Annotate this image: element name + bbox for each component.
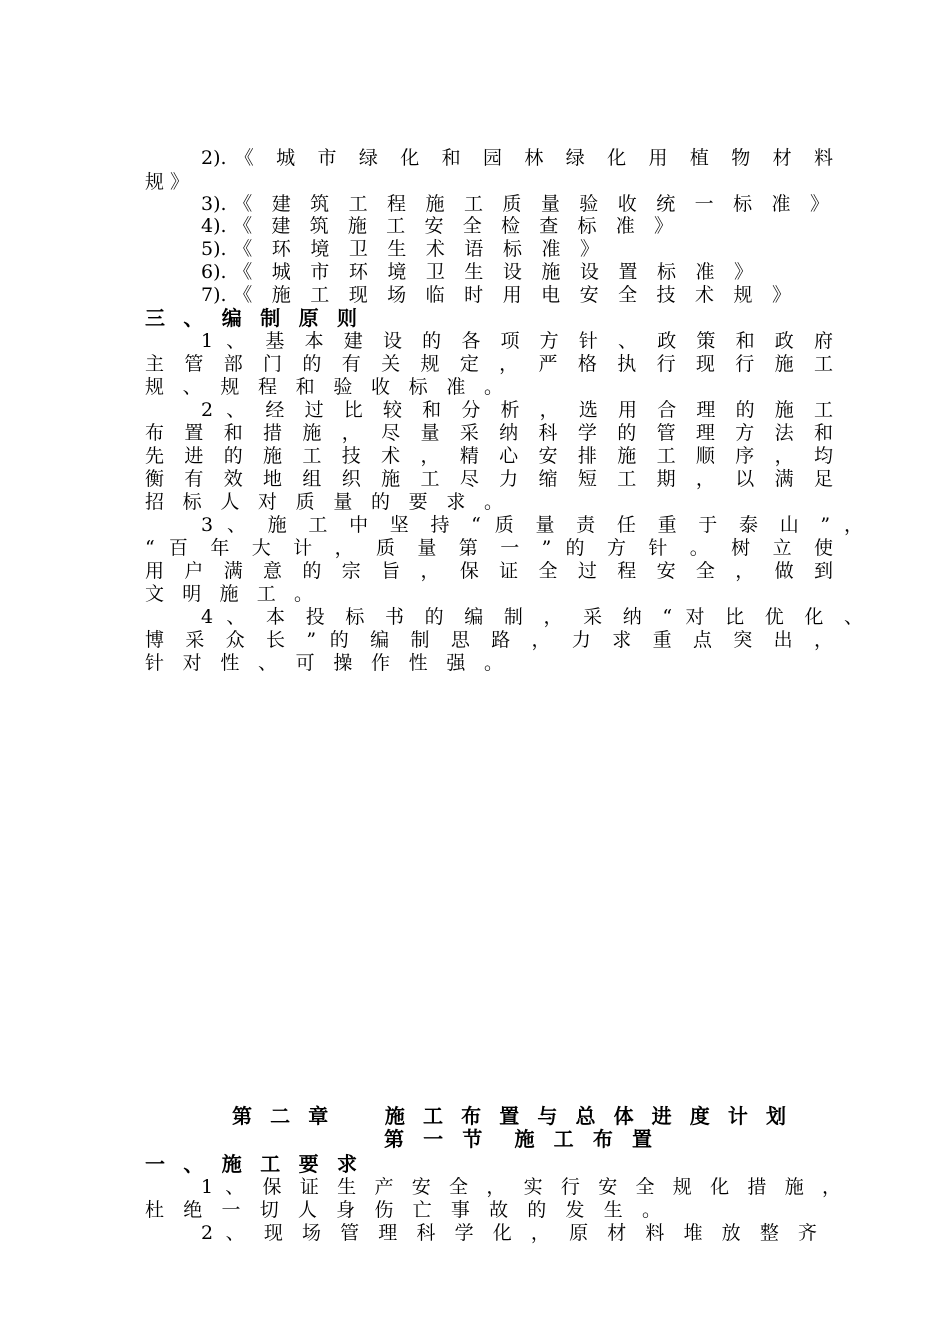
standard-item-7: 7).《 施 工 现 场 临 时 用 电 安 全 技 术 规 》 xyxy=(201,284,791,306)
principle-1-line3: 规 、 规 程 和 验 收 标 准 。 xyxy=(145,376,503,398)
principle-2-line5: 招 标 人 对 质 量 的 要 求 。 xyxy=(145,491,503,513)
principle-4-line3: 针 对 性 、 可 操 作 性 强 。 xyxy=(145,652,503,674)
principle-2-line1: 2 、 经 过 比 较 和 分 析 ， 选 用 合 理 的 施 工 xyxy=(201,399,833,421)
principles-heading: 三 、 编 制 原 则 xyxy=(145,306,357,330)
principle-3-line3: 用 户 满 意 的 宗 旨 ， 保 证 全 过 程 安 全 ， 做 到 xyxy=(145,560,833,582)
principle-1-line2: 主 管 部 门 的 有 关 规 定 ， 严 格 执 行 现 行 施 工 xyxy=(145,353,833,375)
requirement-2-line1: 2 、 现 场 管 理 科 学 化 ， 原 材 料 堆 放 整 齐 xyxy=(201,1222,817,1244)
principle-4-line2: 博 采 众 长 ” 的 编 制 思 路 ， 力 求 重 点 突 出 ， xyxy=(145,629,833,651)
principle-3-line2: “ 百 年 大 计 ， 质 量 第 一 ” 的 方 针 。 树 立 使 xyxy=(145,537,833,559)
principle-3-line1: 3 、 施 工 中 坚 持 “ 质 量 责 任 重 于 泰 山 ” ， xyxy=(201,514,863,536)
principle-2-line4: 衡 有 效 地 组 织 施 工 尽 力 缩 短 工 期 ， 以 满 足 xyxy=(145,468,833,490)
standard-item-2-line1: 2).《 城 市 绿 化 和 园 林 绿 化 用 植 物 材 料 xyxy=(201,147,833,169)
principle-3-line4: 文 明 施 工 。 xyxy=(145,583,313,605)
requirement-1-line2: 杜 绝 一 切 人 身 伤 亡 事 故 的 发 生 。 xyxy=(145,1199,661,1221)
standard-item-5: 5).《 环 境 卫 生 术 语 标 准 》 xyxy=(201,238,599,260)
standard-item-2-line2: 规 》 xyxy=(145,171,190,193)
standard-item-4: 4).《 建 筑 施 工 安 全 检 查 标 准 》 xyxy=(201,215,673,237)
section-title: 第 一 节 施 工 布 置 xyxy=(384,1127,652,1151)
principle-2-line3: 先 进 的 施 工 技 术 ， 精 心 安 排 施 工 顺 序 ， 均 xyxy=(145,445,833,467)
requirement-1-line1: 1 、 保 证 生 产 安 全 ， 实 行 安 全 规 化 措 施 ， xyxy=(201,1176,841,1198)
chapter-title: 第 二 章 施 工 布 置 与 总 体 进 度 计 划 xyxy=(232,1104,786,1128)
principle-2-line2: 布 置 和 措 施 ， 尽 量 采 纳 科 学 的 管 理 方 法 和 xyxy=(145,422,833,444)
requirements-heading: 一 、 施 工 要 求 xyxy=(145,1152,357,1176)
principle-4-line1: 4 、 本 投 标 书 的 编 制 ， 采 纳 “ 对 比 优 化 、 xyxy=(201,606,863,628)
standard-item-3: 3).《 建 筑 工 程 施 工 质 量 验 收 统 一 标 准 》 xyxy=(201,193,829,215)
principle-1-line1: 1 、 基 本 建 设 的 各 项 方 针 、 政 策 和 政 府 xyxy=(201,330,833,352)
standard-item-6: 6).《 城 市 环 境 卫 生 设 施 设 置 标 准 》 xyxy=(201,261,753,283)
